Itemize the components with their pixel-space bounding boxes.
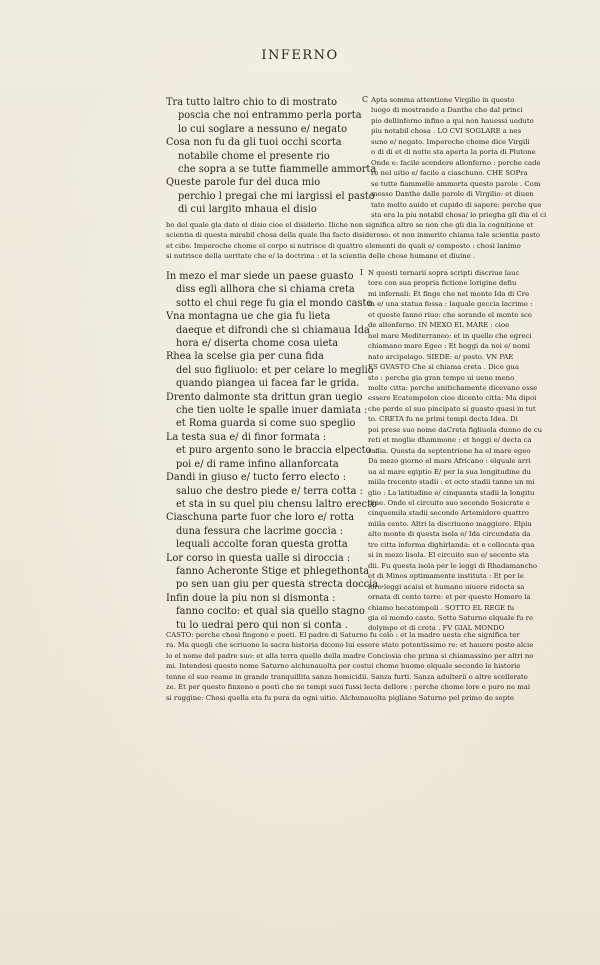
page-header: INFERNO <box>261 48 339 63</box>
verse-line: et Roma guarda si come suo speglio <box>176 418 356 430</box>
commentary-top-full <box>166 220 579 262</box>
commentary-line: luogo di mostrando a Danthe che dal princi <box>371 106 523 115</box>
commentary-bottom-full <box>166 630 579 703</box>
verse-line: Dandi in giuso e/ tucto ferro electo : <box>166 472 346 484</box>
commentary-line: CASTO: perche chosi fingono e poeti. El padre di Saturno fu celo : et la madre uesta che significa ter <box>166 631 520 639</box>
verse-line: duna fessura che lacrime goccia : <box>176 525 343 537</box>
commentary-line: N questi ternarii sopra scripti discriue lauc <box>368 269 520 277</box>
verse-line: tu lo uedrai pero qui non si conta . <box>176 619 348 631</box>
commentary-line: poi prese suo nome daCreta figliuola dunno de cu <box>368 425 543 434</box>
commentary-line: molte citta: perche anitichamente dicevano esse <box>368 383 538 392</box>
initial-marker-top: C <box>362 95 369 104</box>
commentary-middle-right <box>368 268 579 634</box>
commentary-line: ornata di cento terre: et per questo Homero la <box>368 593 531 602</box>
verse-block-middle <box>166 270 385 632</box>
verse-line: daeque et difrondi che si chiamaua Ida <box>176 324 370 336</box>
commentary-line: mosso Danthe dalle parole di Virgilio: et diuen <box>371 190 534 199</box>
verse-line: che sopra a se tutte fiammelle ammorta <box>178 164 377 176</box>
verse-line: sotto el chui rege fu gia el mondo casto. <box>176 297 376 309</box>
commentary-line: dii. Fu questa isola per le leggi di Rhadamancho <box>368 561 538 570</box>
commentary-line: de allonferno. IN MEXO EL MARE : cioe <box>368 321 510 330</box>
commentary-line: alto monte di questa isola e/ Ida circundata da <box>368 530 531 539</box>
commentary-line: sta era la piu notabil chosa/ lo priegha gli dia el ci <box>371 210 547 219</box>
commentary-line: loro leggi acaisi et humano uiuere ridocta sa <box>368 582 525 591</box>
commentary-line: miila trecento stadii : et octo stadii tanno un mi <box>368 478 535 487</box>
verse-line: di cui largito mhaua el disio <box>178 204 317 216</box>
commentary-line: ze. Et per questo finxono e poeti che ne tempi suoi fussi lecta dellore : perche chome lore e puro ne mai <box>166 683 531 692</box>
commentary-line: suno e/ negato. Imperoche chome dice Virgili <box>371 137 530 146</box>
verse-line: po sen uan giu per questa strecta doccia . <box>176 579 385 591</box>
verse-line: et puro argento sono le braccia elpecto : <box>176 445 378 457</box>
verse-line: del suo figliuolo: et per celare lo meglio <box>176 364 374 376</box>
commentary-line: gia el mondo casto. Sotto Saturno elquale fu re <box>368 613 534 622</box>
verse-line: lequali accolte foran questa grotta <box>176 539 348 551</box>
verse-line: Queste parole fur del duca mio <box>166 177 321 189</box>
commentary-line: nato arcipelago. SIEDE: e/ posto. VN PAE <box>368 352 514 361</box>
commentary-line: tore con sua propria fictione lorigine defiu <box>368 279 517 288</box>
commentary-line: miila cento. Altri la discriuono maggiore. Elpiu <box>368 519 532 528</box>
commentary-line: reti et moglie dhammone : et hoggi e/ decta ca <box>368 436 532 445</box>
commentary-line: dine. Onde el circuito suo secondo Sosicrate e <box>368 498 530 507</box>
commentary-line: che perde el suo pincipato si guasto quasi in tut <box>368 404 536 413</box>
verse-line: La testa sua e/ di finor formata : <box>166 431 327 443</box>
verse-line: In mezo el mar siede un paese guasto <box>166 271 354 282</box>
verse-line: poi e/ di rame infino allanforcata <box>176 458 339 470</box>
verse-line: et sta in su quel piu chensu laltro erecto <box>176 498 377 510</box>
commentary-line: si in mezo lisola. El circuito suo e/ secento sta <box>368 551 529 560</box>
commentary-line: tenne el suo reame in grande tranquillita sanza homicidii. Sanza furti. Sanza adulterii o altre scellerate <box>166 672 528 681</box>
verse-line: Cosa non fu da gli tuoi occhi scorta <box>166 137 342 149</box>
commentary-line: glio : La latitudine e/ cinquanta stadii la longitu <box>368 488 535 497</box>
verse-line: Infin doue la piu non si dismonta : <box>166 592 336 604</box>
verse-line: notabile chome el presente rio <box>178 150 330 162</box>
verse-line: che tien uolte le spalle inuer damiata : <box>176 405 368 417</box>
commentary-line: tre citta informa dighirlanda: et e collocata qua <box>368 540 535 549</box>
verse-block-top <box>166 96 377 217</box>
commentary-line: et cibo. Imperoche chome el corpo si nutrisce di quattro elementi de quali e/ composto : chosi lanimo <box>166 241 521 250</box>
commentary-line: ES GVASTO Che si chiama creta . Dice gua <box>368 363 519 372</box>
verse-line: Lor corso in questa ualle si diroccia : <box>166 552 351 564</box>
commentary-line: chiamo hecatompoli . SOTTO EL REGE fu <box>368 603 515 612</box>
commentary-line: pio dellinferno infino a qui non hauessi ueduto <box>371 116 534 125</box>
verse-line: diss egli allhora che si chiama creta <box>176 284 355 296</box>
verse-line: fanno Acheronte Stige et phlegethonta <box>176 565 370 577</box>
commentary-line: et di Minos optimamente instituta : Et per le <box>368 572 524 581</box>
commentary-line: chiamano mare Egeo : Et hoggi da noi e/ nomi <box>368 342 530 351</box>
commentary-line: nel mare Mediterraneo: et in quello che egreci <box>368 331 532 340</box>
commentary-line: se tutte fiammelle ammorta questo parole . Com <box>371 179 541 188</box>
commentary-top-right <box>371 95 579 220</box>
commentary-line: bo del quale gla dato el disio cioe el disiderio. Iliche non significa altro se non che gli dia la cognitione et <box>166 221 534 229</box>
commentary-line: to. CRETA fu ne primi tempi decta Idea. Di <box>368 415 518 424</box>
verse-line: perchio l pregai che mi largissi el pasto <box>178 190 375 202</box>
commentary-line: si ruggine: Chosi quella eta fu pura da ogni uitio. Alchunauolta pigliano Saturno pel primo de septe <box>166 693 514 702</box>
commentary-line: Da mezo giorno el mare Africano : elquale arri <box>368 457 531 466</box>
commentary-line: Onde e: facile scendere allonferno : perche cade <box>371 158 541 167</box>
commentary-line: si nutrisce della ueritate che e/ la doctrina : et la scientia delle chose humane et diuine . <box>166 252 476 261</box>
commentary-line: dolympo et di creta . FV GIAL MONDO <box>368 624 505 633</box>
commentary-line: lo el nome del padre suo: et alla terra quello della madre Conciosia che prima si chiamassino per altri no <box>166 651 534 660</box>
commentary-line: tato molto auido et cupido di sapere: perche que <box>371 200 542 209</box>
commentary-line: cinquemila stadii secondo Artemidoro quattro <box>368 509 529 518</box>
commentary-line: et queste fanno riuo: che sorando el monte sce <box>368 310 532 319</box>
verse-line: Rhea la scelse gia per cuna fida <box>166 351 324 363</box>
verse-line: saluo che destro piede e/ terra cotta : <box>176 485 363 497</box>
commentary-line: ra. Ma quegli che scriuono la sacra historia dicono lui essere stato potentissimo re: et hauere posto alcie <box>166 641 534 650</box>
commentary-line: re nel uitio e/ facile a ciaschuno. CHE SOPra <box>371 169 528 178</box>
verse-line: fanno cocito: et qual sia quello stagno <box>176 606 365 618</box>
commentary-line: scientia di questa mirabil chosa della quale lha facto disideroso: et non inmerito chiama tale scientia pasto <box>166 231 541 240</box>
commentary-line: ua al mare egiptio E/ per la sua longitudine du <box>368 467 531 476</box>
verse-line: Drento dalmonte sta drittun gran uegio <box>166 391 363 403</box>
commentary-line: o di di et di notte sta aperta la porta di Plutone <box>371 148 536 157</box>
commentary-line: mi infernali: Et finge che nel monte Ida di Cre <box>368 289 530 298</box>
verse-line: quando piangea ui facea far le grida. <box>176 378 360 390</box>
verse-line: lo cui soglare a nessuno e/ negato <box>178 123 347 135</box>
commentary-line: Apta somma attentione Virgilio in questo <box>371 96 515 104</box>
initial-marker-middle: I <box>360 268 364 277</box>
verse-line: poscia che noi entrammo perla porta <box>178 110 362 122</box>
verse-line: hora e/ diserta chome cosa uieta <box>176 338 339 350</box>
commentary-line: ta e/ una statua fessa : laquale geccia lacrime : <box>368 300 533 309</box>
commentary-line: sto : perche gia gran tempo ui uene meno <box>368 373 515 382</box>
verse-line: Vna montagna ue che gia fu lieta <box>166 311 331 323</box>
commentary-line: essere Ecatompolon cioe dicento citta: Ma dipoi <box>368 394 537 403</box>
commentary-line: mi. Intendesi questo nome Saturno alchunauolta per costui chome huomo elquale secondo le historie <box>166 662 521 671</box>
verse-line: Tra tutto laltro chio to di mostrato <box>166 97 337 108</box>
commentary-line: piu notabil chosa . LO CVI SOGLARE a nes <box>371 127 522 136</box>
commentary-line: radia. Questa da septentrione ha el mare egeo <box>368 446 531 455</box>
verse-line: Ciaschuna parte fuor che loro e/ rotta <box>166 512 355 524</box>
